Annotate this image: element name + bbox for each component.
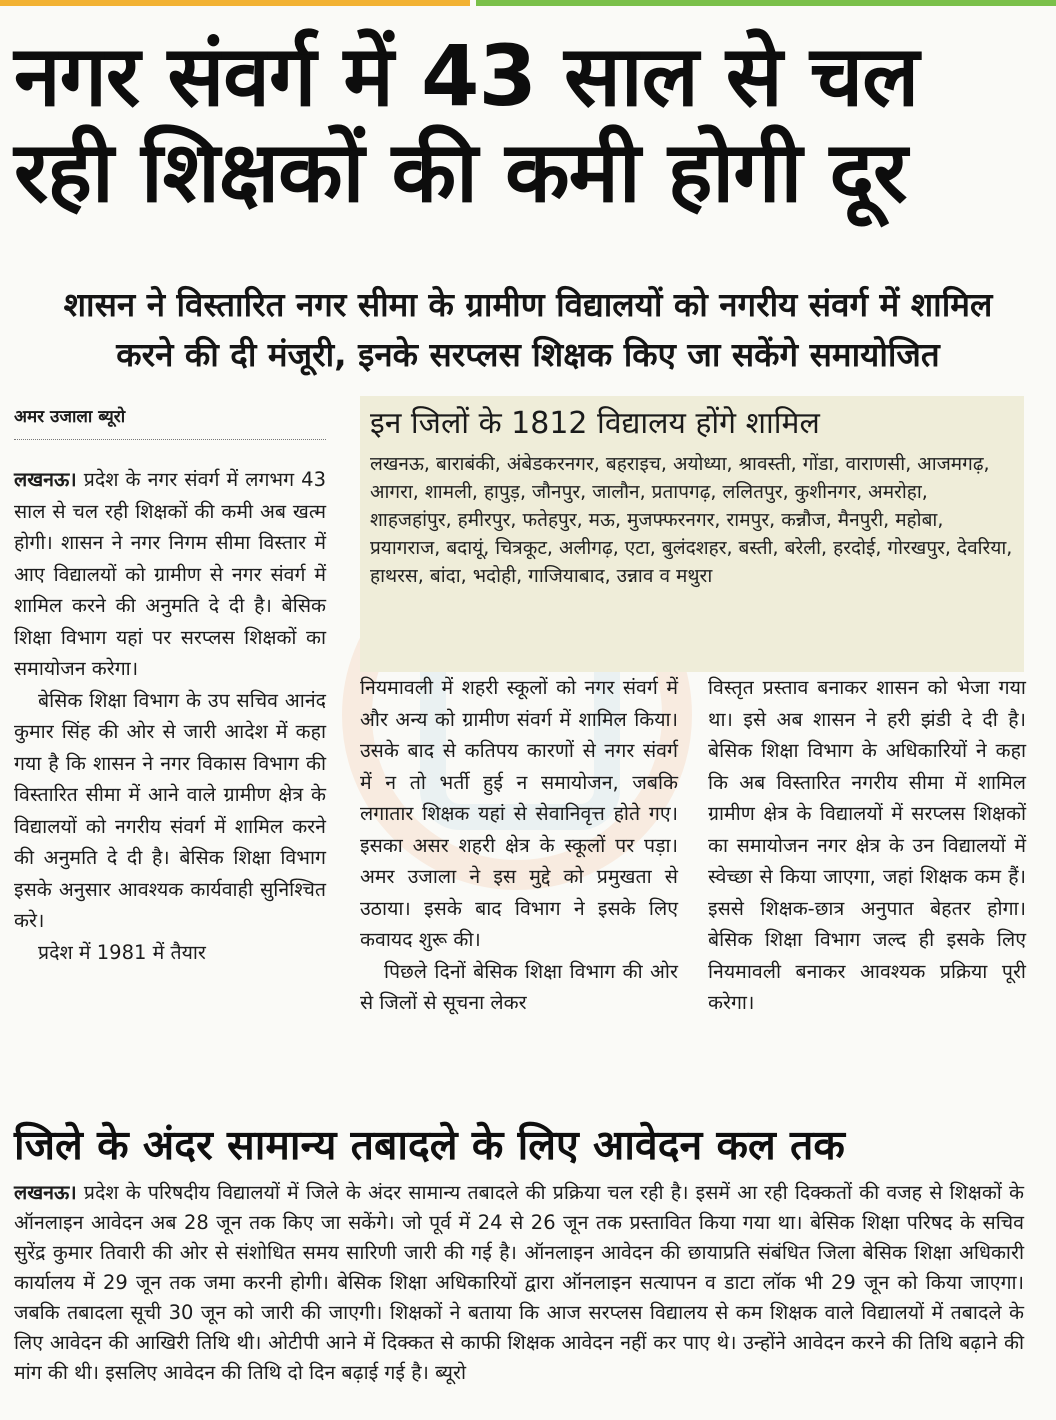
story-paragraph-6: विस्तृत प्रस्ताव बनाकर शासन को भेजा गया था। इसे अब शासन ने हरी झंडी दे दी है। बेसिक शिक्षा विभाग के अधिकारियों ने कहा कि अब विस्तारित नगरीय सीमा में शामिल ग्रामीण क्षेत्र के विद्यालयों में सरप्लस शिक्षकों का समायोजन नगर क्षेत्र के उन विद्यालयों में स्वेच्छा से किया जाएगा, जहां शिक्षक कम हैं। इससे शिक्षक-छात्र अनुपात बेहतर होगा। बेसिक शिक्षा विभाग जल्द ही इसके लिए नियमावली बनाकर आवश्यक प्रक्रिया पूरी करेगा। xyxy=(708,676,1026,1014)
story-paragraph-3: प्रदेश में 1981 में तैयार xyxy=(38,940,206,964)
second-story-headline: जिले के अंदर सामान्य तबादले के लिए आवेदन कल तक xyxy=(14,1121,845,1169)
subheadline xyxy=(8,280,1048,380)
story-text: प्रदेश के नगर संवर्ग में लगभग 43 साल से चल रही शिक्षकों की कमी अब खत्म होगी। शासन ने नगर निगम सीमा विस्तार में आए विद्यालयों को ग्रामीण से नगर संवर्ग में शामिल करने की अनुमति दे दी है। बेसिक शिक्षा विभाग यहां पर सरप्लस शिक्षकों का समायोजन करेगा। xyxy=(14,468,326,680)
top-color-bar xyxy=(0,0,1056,6)
story-paragraph-5: पिछले दिनों बेसिक शिक्षा विभाग की ओर से जिलों से सूचना लेकर xyxy=(360,959,678,1014)
second-story-text: प्रदेश के परिषदीय विद्यालयों में जिले के अंदर सामान्य तबादले की प्रक्रिया चल रही है। इसमें आ रही दिक्कतों की वजह से शिक्षकों के ऑनलाइन आवेदन अब 28 जून तक किए जा सकेंगे। जो पूर्व में 24 से 26 जून तक प्रस्तावित किया गया था। बेसिक शिक्षा परिषद के सचिव सुरेंद्र कुमार तिवारी की ओर से संशोधित समय सारिणी जारी की गई है। ऑनलाइन आवेदन की छायाप्रति संबंधित जिला बेसिक शिक्षा अधिकारी कार्यालय में 29 जून तक जमा करनी होगी। बेसिक शिक्षा अधिकारियों द्वारा ऑनलाइन सत्यापन व डाटा लॉक भी 29 जून को किया जाएगा। जबकि तबादला सूची 30 जून को जारी की जाएगी। शिक्षकों ने बताया कि आज सरप्लस विद्यालय से कम शिक्षक वाले विद्यालयों में तबादले के लिए आवेदन की आखिरी तिथि थी। ओटीपी आने में दिक्कत से काफी शिक्षक आवेदन नहीं कर पाए थे। उन्होंने आवेदन करने की तिथि बढ़ाने की मांग की थी। इसलिए आवेदन की तिथि दो दिन बढ़ाई गई है। xyxy=(14,1181,1024,1384)
subheadline-line-1: शासन ने विस्तारित नगर सीमा के ग्रामीण विद्यालयों को नगरीय संवर्ग में शामिल xyxy=(63,285,993,324)
second-story-dateline: लखनऊ। xyxy=(14,1181,77,1204)
story-column-1 xyxy=(14,464,326,968)
districts-box xyxy=(360,396,1024,672)
second-story-credit: ब्यूरो xyxy=(435,1361,467,1384)
story-paragraph-4: नियमावली में शहरी स्कूलों को नगर संवर्ग में और अन्य को ग्रामीण संवर्ग में शामिल किया। उसके बाद से कतिपय कारणों से नगर संवर्ग में न तो भर्ती हुई न समायोजन, जबकि लगातार शिक्षक यहां से सेवानिवृत्त होते गए। इसका असर शहरी क्षेत्र के स्कूलों पर पड़ा। अमर उजाला ने इस मुद्दे को प्रमुखता से उठाया। इसके बाद विभाग ने इसके लिए कवायद शुरू की। xyxy=(360,676,678,951)
top-bar-green xyxy=(476,0,1056,6)
story-column-3 xyxy=(708,672,1026,1019)
second-story-body xyxy=(14,1178,1024,1388)
headline-line-2: रही शिक्षकों की कमी होगी दूर xyxy=(14,123,907,221)
districts-list: लखनऊ, बाराबंकी, अंबेडकरनगर, बहराइच, अयोध्या, श्रावस्ती, गोंडा, वाराणसी, आजमगढ़, आगरा, शामली, हापुड़, जौनपुर, जालौन, प्रतापगढ़, ललितपुर, कुशीनगर, अमरोहा, शाहजहांपुर, हमीरपुर, फतेहपुर, मऊ, मुजफ्फरनगर, रामपुर, कन्नौज, मैनपुरी, महोबा, प्रयागराज, बदायूं, चित्रकूट, अलीगढ़, एटा, बुलंदशहर, बस्ती, बरेली, हरदोई, गोरखपुर, देवरिया, हाथरस, बांदा, भदोही, गाजियाबाद, उन्नाव व मथुरा xyxy=(370,453,1013,587)
story-paragraph-2: बेसिक शिक्षा विभाग के उप सचिव आनंद कुमार सिंह की ओर से जारी आदेश में कहा गया है कि शासन ने नगर विकास विभाग की विस्तारित सीमा में आने वाले ग्रामीण क्षेत्र के विद्यालयों को नगरीय संवर्ग में शामिल करने की अनुमति दे दी है। बेसिक शिक्षा विभाग इसके अनुसार आवश्यक कार्यवाही सुनिश्चित करे। xyxy=(14,688,326,932)
subheadline-line-2: करने की दी मंजूरी, इनके सरप्लस शिक्षक किए जा सकेंगे समायोजित xyxy=(116,335,940,374)
headline-line-1: नगर संवर्ग में 43 साल से चल xyxy=(14,27,919,125)
story-paragraph-1 xyxy=(14,464,326,685)
dateline: लखनऊ। xyxy=(14,468,77,491)
top-bar-orange xyxy=(0,0,470,6)
story-column-2 xyxy=(360,672,678,1019)
main-headline xyxy=(14,28,1044,220)
second-story-paragraph xyxy=(14,1178,1024,1388)
districts-box-title: इन जिलों के 1812 विद्यालय होंगे शामिल xyxy=(370,406,820,441)
byline: अमर उजाला ब्यूरो xyxy=(14,404,326,440)
